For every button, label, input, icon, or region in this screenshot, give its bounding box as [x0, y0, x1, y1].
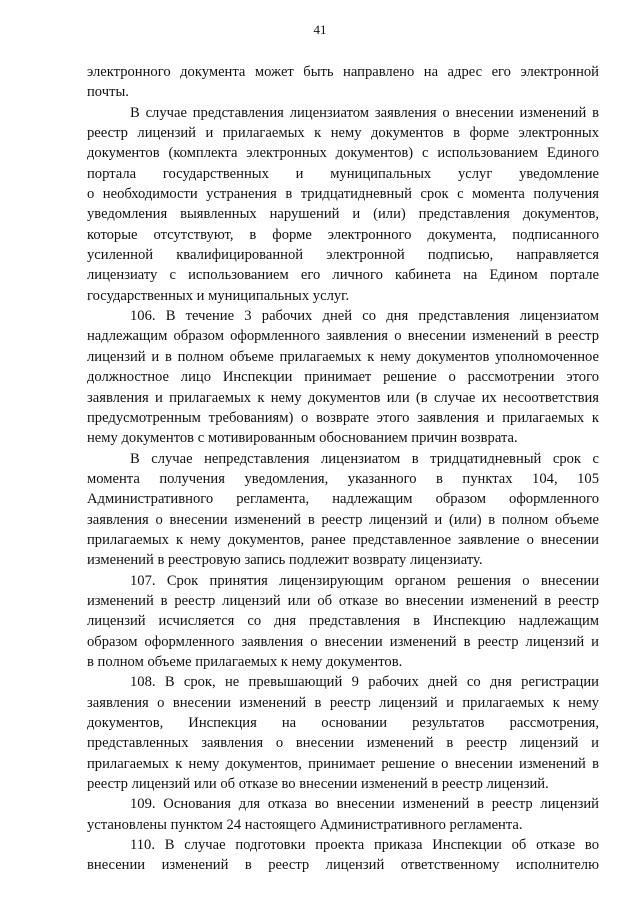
document-body	[87, 62, 599, 876]
paragraph	[87, 672, 599, 794]
text-line: реестр лицензий или об отказе во внесении изменений в реестр лицензий.	[87, 776, 549, 793]
text-line: внесении изменений в реестр лицензий ответственному исполнителю	[87, 857, 599, 874]
text-line: документов (комплекта электронных документов) с использованием Единого	[87, 145, 599, 162]
text-line: 109. Основания для отказа во внесении изменений в реестр лицензий	[130, 796, 599, 813]
text-line: образом оформленного заявления о внесении изменений в реестр лицензий и	[87, 633, 599, 650]
text-line: установлены пунктом 24 настоящего Административного регламента.	[87, 816, 523, 833]
text-line: государственных и муниципальных услуг.	[87, 287, 350, 304]
text-line: должностное лицо Инспекции принимает решение о рассмотрении этого	[87, 369, 599, 386]
text-line: уведомления выявленных нарушений и (или) представления документов,	[87, 206, 599, 223]
text-line: портала государственных и муниципальных услуг уведомление	[87, 165, 599, 182]
text-line: В случае непредставления лицензиатом в тридцатидневный срок с	[130, 450, 599, 467]
text-line: документов, Инспекция на основании результатов рассмотрения,	[87, 715, 599, 731]
paragraph	[87, 835, 599, 876]
text-line: 107. Срок принятия лицензирующим органом решения о внесении	[130, 572, 599, 589]
text-line: лицензий исчисляется со дня представления в Инспекцию надлежащим	[87, 613, 599, 630]
text-line: лицензиату с использованием его личного кабинета на Едином портале	[87, 267, 599, 284]
paragraph	[87, 794, 599, 835]
text-line: почты.	[87, 84, 129, 101]
text-line: усиленной квалифицированной электронной подписью, направляется	[87, 247, 599, 264]
text-line: прилагаемых к нему документов, ранее представленное заявление о внесении	[87, 531, 599, 548]
text-line: Административного регламента, надлежащим образом оформленного	[87, 491, 599, 508]
text-line: прилагаемых к нему документов, принимает решение о внесении изменений в	[87, 755, 599, 772]
paragraph	[87, 306, 599, 448]
text-line: лицензий и в полном объеме прилагаемых к нему документов уполномоченное	[87, 348, 599, 365]
text-line: представленных заявления о внесении изменений в реестр лицензий и	[87, 735, 599, 752]
text-line: заявления о внесении изменений в реестр лицензий и (или) в полном объеме	[87, 511, 599, 528]
page-number: 41	[313, 22, 327, 37]
paragraph	[87, 571, 599, 673]
text-line: заявления о внесении изменений в реестр лицензий и прилагаемых к нему	[87, 694, 599, 711]
text-line: заявления и прилагаемых к нему документов или (в случае их несоответствия	[87, 389, 599, 406]
text-line: предусмотренным требованиям) о возврате этого заявления и прилагаемых к	[87, 409, 599, 426]
text-line: электронного документа может быть направлено на адрес его электронной	[87, 64, 599, 80]
paragraph	[87, 449, 599, 571]
text-line: реестр лицензий и прилагаемых к нему документов в форме электронных	[87, 125, 599, 142]
text-line: 108. В срок, не превышающий 9 рабочих дней со дня регистрации	[130, 674, 599, 691]
text-line: 106. В течение 3 рабочих дней со дня представления лицензиатом	[130, 308, 599, 325]
text-line: надлежащим образом оформленного заявления о внесении изменений в реестр	[87, 328, 599, 345]
text-line: которые отсутствуют, в форме электронного документа, подписанного	[87, 226, 599, 243]
text-line: в полном объеме прилагаемых к нему документов.	[87, 653, 403, 670]
text-line: момента получения уведомления, указанного в пунктах 104, 105	[87, 470, 599, 487]
text-line: изменений в реестровую запись подлежит возврату лицензиату.	[87, 552, 483, 569]
paragraph	[87, 103, 599, 306]
text-line: нему документов с мотивированным обоснованием причин возврата.	[87, 430, 518, 447]
text-line: 110. В случае подготовки проекта приказа Инспекции об отказе во	[130, 837, 599, 854]
paragraph	[87, 62, 599, 103]
text-line: В случае представления лицензиатом заявления о внесении изменений в	[130, 104, 599, 121]
text-line: о необходимости устранения в тридцатидневный срок с момента получения	[87, 186, 599, 203]
text-line: изменений в реестр лицензий или об отказе во внесении изменений в реестр	[87, 592, 599, 609]
